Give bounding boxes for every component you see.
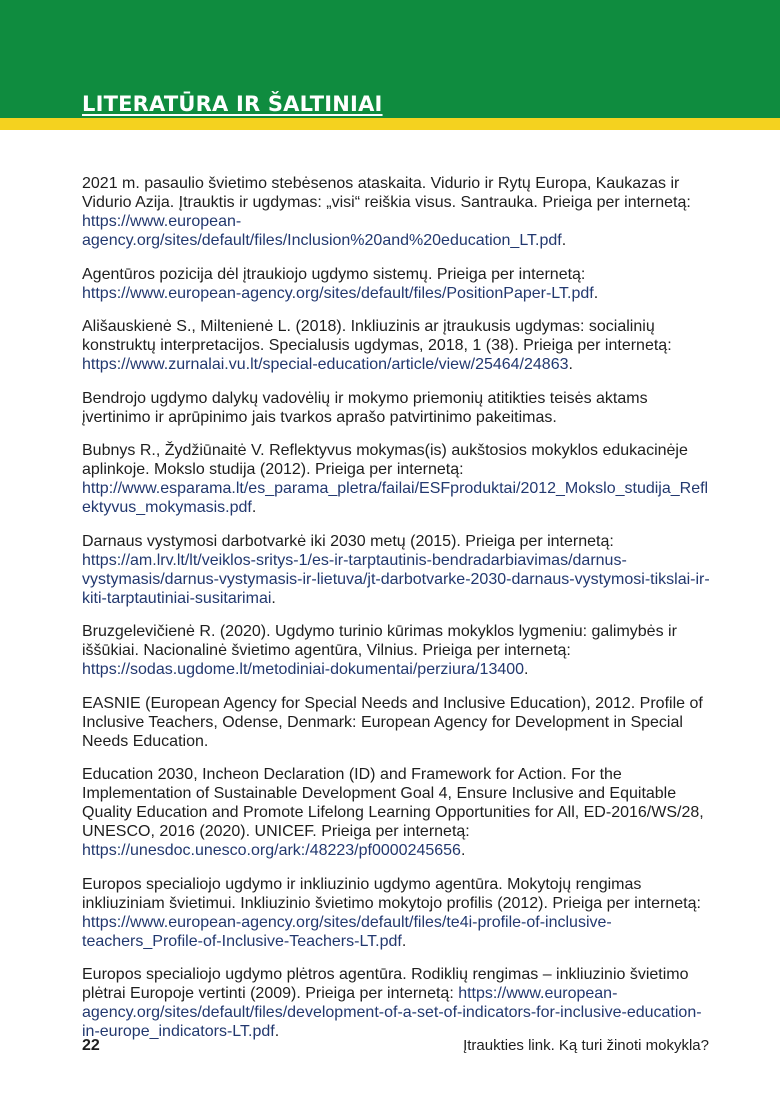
- reference-link[interactable]: http://www.esparama.lt/es_parama_pletra/failai/ESFproduktai/2012_Mokslo_studija_Reflektyvus_mokymasis.pdf: [82, 480, 709, 516]
- reference-link[interactable]: https://www.european-agency.org/sites/default/files/PositionPaper-LT.pdf: [82, 284, 594, 302]
- reference-text: Europos specialiojo ugdymo plėtros agentūra. Rodiklių rengimas – inkliuzinio švietimo plėtrai Europoje vertinti (2009). Prieiga per internetą:: [82, 966, 689, 1002]
- reference-tail: .: [274, 1023, 280, 1040]
- reference-item: [82, 174, 712, 250]
- reference-text: Bendrojo ugdymo dalykų vadovėlių ir mokymo priemonių atitikties teisės aktams įvertinimo ir aprūpinimo jais tvarkos aprašo patvirtinimo pakeitimas.: [82, 389, 648, 426]
- reference-text: EASNIE (European Agency for Special Needs and Inclusive Education), 2012. Profile of Inclusive Teachers, Odense, Denmark: European Agency for Development in Special Needs Education.: [82, 694, 703, 750]
- reference-link[interactable]: https://www.european-agency.org/sites/default/files/te4i-profile-of-inclusive-teachers_Profile-of-Inclusive-Teachers-LT.pdf: [82, 913, 612, 950]
- reference-text: Education 2030, Incheon Declaration (ID) and Framework for Action. For the Implementation of Sustainable Development Goal 4, Ensure Inclusive and Equitable Quality Education and Promote Lifelong Learning Opportunities for All, ED-2016/WS/28, UNESCO, 2016 (2020). UNICEF. Prieiga per internetą:: [82, 766, 704, 840]
- reference-link[interactable]: https://www.european-agency.org/sites/default/files/development-of-a-set-of-indicators-for-inclusive-education-in-europe_indicators-LT.pdf: [82, 985, 702, 1040]
- reference-text: Agentūros pozicija dėl įtraukiojo ugdymo sistemų. Prieiga per internetą:: [82, 265, 586, 283]
- reference-item: [82, 875, 712, 951]
- reference-item: [82, 765, 712, 860]
- reference-item: [82, 694, 712, 751]
- reference-text: Europos specialiojo ugdymo ir inkliuzinio ugdymo agentūra. Mokytojų rengimas inkliuziniam švietimui. Inkliuzinio švietimo mokytojo profilis (2012). Prieiga per internetą:: [82, 875, 701, 912]
- reference-item: [82, 622, 712, 679]
- reference-text: 2021 m. pasaulio švietimo stebėsenos ataskaita. Vidurio ir Rytų Europa, Kaukazas ir Vidurio Azija. Įtrauktis ir ugdymas: „visi“ reiškia visus. Santrauka. Prieiga per internetą:: [82, 175, 691, 211]
- reference-link[interactable]: https://am.lrv.lt/lt/veiklos-sritys-1/es-ir-tarptautinis-bendradarbiavimas/darnus-vystymasis/darnus-vystymasis-ir-lietuva/jt-darbotvarke-2030-darnaus-vystymosi-tikslai-ir-kiti-tarptautiniai-susitarimai: [82, 551, 710, 607]
- reference-tail: .: [593, 284, 599, 302]
- reference-tail: .: [568, 356, 573, 373]
- reference-link[interactable]: https://unesdoc.unesco.org/ark:/48223/pf0000245656: [82, 842, 461, 859]
- reference-list: [82, 174, 712, 1056]
- reference-tail: .: [251, 499, 257, 516]
- reference-item: [82, 389, 712, 427]
- reference-link[interactable]: https://sodas.ugdome.lt/metodiniai-dokumentai/perziura/13400: [82, 661, 525, 678]
- header-accent-stripe: [0, 118, 780, 130]
- reference-tail: .: [460, 842, 466, 859]
- reference-text: Bruzgelevičienė R. (2020). Ugdymo turinio kūrimas mokyklos lygmeniu: galimybės ir iššūkiai. Nacionalinė švietimo agentūra, Vilnius. Prieiga per internetą:: [82, 623, 677, 659]
- page-title: LITERATŪRA IR ŠALTINIAI: [82, 92, 383, 116]
- footer-publication-title: Įtraukties link. Ką turi žinoti mokykla?: [463, 1037, 709, 1054]
- reference-tail: .: [524, 661, 529, 678]
- reference-tail: .: [401, 932, 407, 950]
- reference-item: [82, 532, 712, 608]
- reference-tail: .: [561, 232, 567, 249]
- reference-item: [82, 441, 712, 517]
- reference-item: [82, 965, 712, 1041]
- reference-item: [82, 265, 712, 303]
- reference-tail: .: [271, 589, 276, 607]
- reference-text: Darnaus vystymosi darbotvarkė iki 2030 metų (2015). Prieiga per internetą:: [82, 532, 614, 550]
- reference-text: Ališauskienė S., Miltenienė L. (2018). Inkliuzinis ar įtraukusis ugdymas: socialinių konstruktų interpretacijos. Specialusis ugdymas, 2018, 1 (38). Prieiga per internetą:: [82, 318, 672, 354]
- reference-link[interactable]: https://www.zurnalai.vu.lt/special-education/article/view/25464/24863: [82, 356, 569, 373]
- reference-item: [82, 317, 712, 374]
- reference-link[interactable]: https://www.european-agency.org/sites/default/files/Inclusion%20and%20education_LT.pdf: [82, 213, 562, 249]
- page-number: 22: [82, 1037, 100, 1054]
- reference-text: Bubnys R., Žydžiūnaitė V. Reflektyvus mokymas(is) aukštosios mokyklos edukacinėje aplinkoje. Mokslo studija (2012). Prieiga per internetą:: [82, 442, 688, 478]
